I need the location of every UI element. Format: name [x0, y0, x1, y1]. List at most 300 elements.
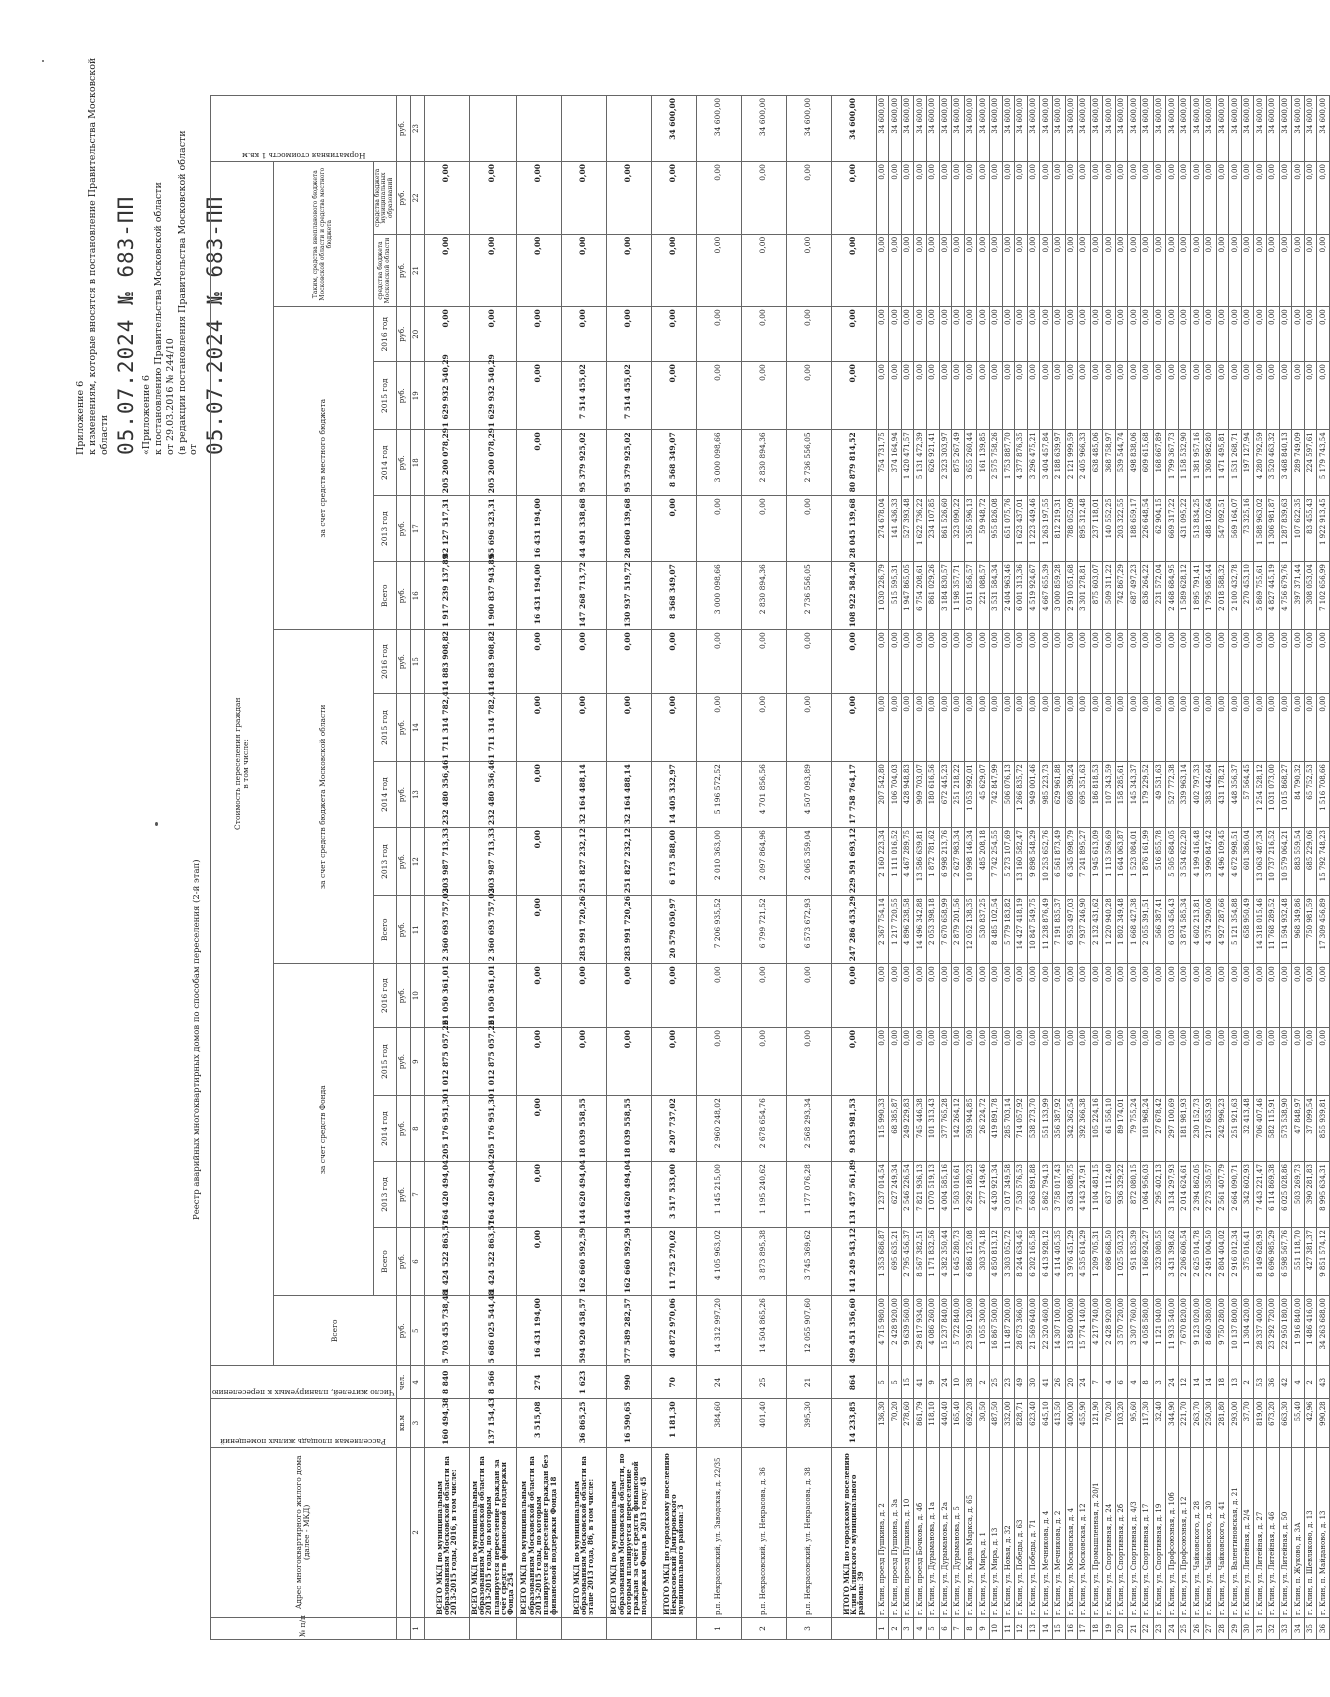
value-cell: 0,00: [1279, 234, 1292, 307]
table-row: [1178, 96, 1191, 1640]
value-cell: 0,00: [1141, 362, 1154, 430]
value-cell: 7: [952, 1618, 965, 1640]
value-cell: 28 337 400,00: [1254, 1296, 1267, 1366]
value-cell: 706 407,46: [1254, 1096, 1267, 1162]
value-cell: 2 404 963,46: [1002, 562, 1015, 630]
value-cell: 8 995 634,31: [1317, 1162, 1330, 1228]
value-cell: 28 673 366,00: [1015, 1296, 1028, 1366]
value-cell: 130 937 519,72: [606, 562, 651, 630]
value-cell: 392 366,38: [1078, 1096, 1091, 1162]
value-cell: 0,00: [1292, 362, 1305, 430]
value-cell: 527 772,38: [1166, 762, 1179, 828]
value-cell: 4 430 921,34: [989, 1162, 1002, 1228]
value-cell: 0,00: [424, 234, 469, 307]
summary-row: [469, 96, 516, 1640]
value-cell: 875 267,49: [952, 430, 965, 496]
value-cell: 142 264,12: [952, 1096, 965, 1162]
cost-group-header: [211, 162, 274, 1366]
value-cell: 985 223,73: [1040, 762, 1053, 828]
table-row: [1317, 96, 1330, 1640]
value-cell: 861 029,26: [926, 562, 939, 630]
value-cell: 224 597,61: [1304, 430, 1317, 496]
value-cell: 0,00: [1078, 964, 1091, 1028]
value-cell: 1 166 924,27: [1141, 1227, 1154, 1295]
value-cell: 24: [939, 1366, 952, 1399]
fund-2016-header: 2016 год: [373, 964, 396, 1028]
address-cell: г. Клин, ул. Карла Маркса, д. 65: [964, 1447, 977, 1617]
value-cell: 1 623: [561, 1366, 606, 1399]
value-cell: 1 589 628,12: [1178, 562, 1191, 630]
scan-speck: [42, 60, 44, 62]
value-cell: 34 600,00: [1128, 96, 1141, 162]
value-cell: 0,00: [939, 162, 952, 235]
value-cell: 37,70: [1241, 1399, 1254, 1447]
value-cell: 1 922 913,45: [1317, 496, 1330, 562]
value-cell: 1 177 076,28: [786, 1162, 831, 1228]
value-cell: 0,00: [1292, 964, 1305, 1028]
value-cell: 1 516 708,66: [1317, 762, 1330, 828]
value-cell: 34 600,00: [989, 96, 1002, 162]
value-cell: 506 076,13: [1002, 762, 1015, 828]
value-cell: 12: [1178, 1366, 1191, 1399]
value-cell: 1 171 832,56: [926, 1227, 939, 1295]
value-cell: 2 055 391,51: [1141, 896, 1154, 964]
value-cell: 27: [1204, 1618, 1217, 1640]
value-cell: 283 991 720,26: [561, 896, 606, 964]
value-cell: 0,00: [516, 234, 561, 307]
value-cell: 2 132 431,62: [1090, 896, 1103, 964]
table-row: [926, 96, 939, 1640]
value-cell: 29 817 934,00: [914, 1296, 927, 1366]
value-cell: 14 427 418,19: [1015, 896, 1028, 964]
value-cell: 539 544,74: [1115, 430, 1128, 496]
value-cell: 8 840: [424, 1366, 469, 1399]
value-cell: 251 827 232,12: [561, 828, 606, 896]
value-cell: 16 431 194,00: [516, 1296, 561, 1366]
table-row: [1052, 96, 1065, 1640]
value-cell: 0,00: [1040, 307, 1053, 362]
value-cell: 6 345 098,79: [1065, 828, 1078, 896]
value-cell: 145 343,37: [1128, 762, 1141, 828]
value-cell: 0,00: [561, 1028, 606, 1096]
value-cell: 0,00: [1279, 307, 1292, 362]
value-cell: 0,00: [1027, 1028, 1040, 1096]
value-cell: 573 538,90: [1279, 1096, 1292, 1162]
value-cell: 59 948,72: [977, 496, 990, 562]
value-cell: 14 883 908,82: [469, 630, 516, 694]
value-cell: 34 600,00: [939, 96, 952, 162]
value-cell: 0,00: [424, 162, 469, 235]
value-cell: 14 504 865,26: [741, 1296, 786, 1366]
value-cell: 45 629,07: [977, 762, 990, 828]
value-cell: 121,90: [1090, 1399, 1103, 1447]
value-cell: 35: [1304, 1618, 1317, 1640]
value-cell: 1 121 040,00: [1153, 1296, 1166, 1366]
value-cell: 0,00: [989, 964, 1002, 1028]
value-cell: 323 080,55: [1153, 1227, 1166, 1295]
value-cell: 34 600,00: [914, 96, 927, 162]
column-number-cell: 3: [410, 1399, 424, 1447]
value-cell: 68 385,87: [889, 1096, 902, 1162]
value-cell: 627 249,34: [889, 1162, 902, 1228]
value-cell: 551 133,99: [1040, 1096, 1053, 1162]
value-cell: 42,96: [1304, 1399, 1317, 1447]
value-cell: 3 990 847,42: [1204, 828, 1217, 896]
value-cell: 8 568 349,07: [651, 562, 696, 630]
value-cell: 0,00: [786, 630, 831, 694]
value-cell: 0,00: [977, 362, 990, 430]
value-cell: 0,00: [1254, 1028, 1267, 1096]
value-cell: 0,00: [1317, 307, 1330, 362]
column-number-cell: 6: [410, 1227, 424, 1295]
value-cell: 34 600,00: [926, 96, 939, 162]
value-cell: 0,00: [1178, 694, 1191, 762]
value-cell: 0,00: [1128, 162, 1141, 235]
value-cell: 0,00: [516, 694, 561, 762]
table-row: [977, 96, 990, 1640]
col-norm-header: [211, 96, 397, 162]
value-cell: 5 869 755,61: [1254, 562, 1267, 630]
value-cell: 0,00: [1191, 1028, 1204, 1096]
value-cell: 0,00: [1178, 1028, 1191, 1096]
value-cell: 47 848,97: [1292, 1096, 1305, 1162]
value-cell: 14 318 015,46: [1254, 896, 1267, 964]
address-cell: г. Клин, ул. Спортивная, д. 4/3: [1128, 1447, 1141, 1617]
value-cell: 251 921,63: [1229, 1096, 1242, 1162]
value-cell: 0,00: [1078, 694, 1091, 762]
value-cell: 1 306 981,87: [1267, 496, 1280, 562]
value-cell: 4 004 585,16: [939, 1162, 952, 1228]
value-cell: 0,00: [516, 1162, 561, 1228]
value-cell: 34 600,00: [1178, 96, 1191, 162]
value-cell: 695 635,21: [889, 1227, 902, 1295]
value-cell: 4 827 445,19: [1267, 562, 1280, 630]
value-cell: 5 722 840,00: [952, 1296, 965, 1366]
value-cell: 6 598 567,76: [1279, 1227, 1292, 1295]
value-cell: 15: [901, 1366, 914, 1399]
value-cell: 303 987 713,33: [424, 828, 469, 896]
value-cell: 788 052,09: [1065, 496, 1078, 562]
value-cell: 295 402,13: [1153, 1162, 1166, 1228]
value-cell: 289 749,09: [1292, 430, 1305, 496]
value-cell: 3 184 830,57: [939, 562, 952, 630]
value-cell: 0,00: [964, 307, 977, 362]
region-2015-header: 2015 год: [373, 694, 396, 762]
column-number-cell: 19: [410, 362, 424, 430]
value-cell: 0,00: [1015, 630, 1028, 694]
value-cell: 7 191 835,37: [1052, 896, 1065, 964]
value-cell: 16 590,65: [606, 1399, 651, 1447]
value-cell: 3 745 369,62: [786, 1227, 831, 1295]
value-cell: 0,00: [989, 630, 1002, 694]
value-cell: 49: [1015, 1366, 1028, 1399]
register-body: [424, 96, 1329, 1640]
col-norm-label: Нормативная стоимость 1 кв.м: [241, 151, 365, 161]
unit-cell: руб.: [396, 430, 410, 496]
value-cell: 230 152,73: [1191, 1096, 1204, 1162]
value-cell: 2 394 862,05: [1191, 1162, 1204, 1228]
value-cell: 0,00: [1229, 1028, 1242, 1096]
value-cell: 34 600,00: [1304, 96, 1317, 162]
value-cell: 34 600,00: [876, 96, 889, 162]
incl-label: в том числе:: [241, 739, 250, 789]
value-cell: 0,00: [1027, 694, 1040, 762]
value-cell: 0,00: [831, 362, 876, 430]
value-cell: 65 696 323,31: [469, 496, 516, 562]
value-cell: 0,00: [1317, 964, 1330, 1028]
value-cell: 147 268 713,72: [561, 562, 606, 630]
value-cell: 0,00: [1216, 964, 1229, 1028]
value-cell: 43: [1317, 1366, 1330, 1399]
value-cell: 4: [914, 1618, 927, 1640]
value-cell: 0,00: [1090, 307, 1103, 362]
value-cell: 0,00: [1279, 630, 1292, 694]
value-cell: 34 600,00: [1052, 96, 1065, 162]
value-cell: 2 546 226,54: [901, 1162, 914, 1228]
unit-cell: руб.: [396, 762, 410, 828]
value-cell: 428 948,83: [901, 762, 914, 828]
value-cell: 0,00: [1103, 964, 1116, 1028]
value-cell: 0,00: [1317, 694, 1330, 762]
value-cell: 0,00: [1204, 234, 1217, 307]
value-cell: 232 480 356,46: [424, 762, 469, 828]
appendix-line: от: [188, 444, 200, 455]
address-cell: г. Клин, ул. Спортивная, д. 17: [1141, 1447, 1154, 1617]
value-cell: 951 835,39: [1128, 1227, 1141, 1295]
value-cell: 3: [786, 1618, 831, 1640]
table-row: [741, 96, 786, 1640]
value-cell: 1 015 868,27: [1279, 762, 1292, 828]
value-cell: 812 219,31: [1052, 496, 1065, 562]
value-cell: 0,00: [831, 234, 876, 307]
table-row: [1292, 96, 1305, 1640]
value-cell: 6 573 672,93: [786, 896, 831, 964]
value-cell: 855 939,81: [1317, 1096, 1330, 1162]
value-cell: 0,00: [1103, 1028, 1116, 1096]
value-cell: 10 998 146,34: [964, 828, 977, 896]
value-cell: 49 531,63: [1153, 762, 1166, 828]
value-cell: 538 273,70: [1027, 1096, 1040, 1162]
value-cell: 36: [1267, 1366, 1280, 1399]
value-cell: 0,00: [1279, 362, 1292, 430]
value-cell: 0,00: [1178, 630, 1191, 694]
value-cell: 3 534 622,20: [1178, 828, 1191, 896]
value-cell: 242 996,23: [1216, 1096, 1229, 1162]
address-cell: г. Клин, ул. Победы, д. 63: [1015, 1447, 1028, 1617]
value-cell: 397 371,44: [1292, 562, 1305, 630]
value-cell: 247 286 453,29: [831, 896, 876, 964]
value-cell: 0,00: [939, 694, 952, 762]
value-cell: 205 176 951,30: [469, 1096, 516, 1162]
value-cell: 0,00: [696, 630, 741, 694]
value-cell: 623,40: [1027, 1399, 1040, 1447]
value-cell: 2 428 920,00: [889, 1296, 902, 1366]
value-cell: 27 678,42: [1153, 1096, 1166, 1162]
value-cell: 0,00: [989, 1028, 1002, 1096]
value-cell: 0,00: [1241, 234, 1254, 307]
value-cell: 431 178,21: [1216, 762, 1229, 828]
value-cell: 0,00: [1002, 234, 1015, 307]
value-cell: 0,00: [786, 234, 831, 307]
value-cell: 0,00: [1115, 1028, 1128, 1096]
address-cell: р.п. Некрасовский, ул. Заводская, д. 22/35: [696, 1447, 741, 1617]
column-number-cell: 22: [410, 162, 424, 235]
value-cell: 1 420 471,57: [901, 430, 914, 496]
value-cell: 7 821 936,13: [914, 1162, 927, 1228]
value-cell: 55,40: [1292, 1399, 1305, 1447]
value-cell: 251 827 232,12: [606, 828, 651, 896]
value-cell: 8 244 634,45: [1015, 1227, 1028, 1295]
value-cell: 140 552,25: [1103, 496, 1116, 562]
value-cell: 5 862 794,13: [1040, 1162, 1053, 1228]
value-cell: 31: [1254, 1618, 1267, 1640]
value-cell: 1 381 957,16: [1191, 430, 1204, 496]
value-cell: 0,00: [1191, 630, 1204, 694]
value-cell: 0,00: [1304, 694, 1317, 762]
value-cell: 0,00: [926, 630, 939, 694]
value-cell: 427 381,37: [1304, 1227, 1317, 1295]
column-number-cell: 12: [410, 828, 424, 896]
col-area-label: Расселяемая площадь жилых помещений: [220, 1436, 387, 1446]
value-cell: 0,00: [1166, 307, 1179, 362]
value-cell: 303 374,18: [977, 1227, 990, 1295]
value-cell: 0,00: [876, 964, 889, 1028]
value-cell: 1 237 014,54: [876, 1162, 889, 1228]
value-cell: 0,00: [1052, 362, 1065, 430]
value-cell: 14 233,85: [831, 1399, 876, 1447]
value-cell: 513 834,25: [1191, 496, 1204, 562]
value-cell: 0,00: [1128, 234, 1141, 307]
value-cell: 16 867 500,00: [989, 1296, 1002, 1366]
unit-cell: руб.: [396, 162, 410, 235]
value-cell: 118,10: [926, 1399, 939, 1447]
value-cell: 1 900 837 943,89: [469, 562, 516, 630]
value-cell: 226 648,54: [1141, 496, 1154, 562]
value-cell: 0,00: [989, 362, 1002, 430]
address-cell: г. Клин, ул. Литейная, д. 46: [1267, 1447, 1280, 1617]
value-cell: 3 307 760,00: [1128, 1296, 1141, 1366]
value-cell: 1 113 596,69: [1103, 828, 1116, 896]
value-cell: 0,00: [1153, 307, 1166, 362]
unit-cell: руб.: [396, 694, 410, 762]
value-cell: 274 678,04: [876, 496, 889, 562]
value-cell: 0,00: [989, 234, 1002, 307]
value-cell: 34 600,00: [1254, 96, 1267, 162]
value-cell: 0,00: [914, 1028, 927, 1096]
value-cell: 34 600,00: [1090, 96, 1103, 162]
value-cell: 2 830 894,36: [741, 430, 786, 496]
fund-2013-header: 2013 год: [373, 1162, 396, 1228]
value-cell: 515 595,31: [889, 562, 902, 630]
value-cell: 4 105 963,02: [696, 1227, 741, 1295]
value-cell: 0,00: [1317, 162, 1330, 235]
value-cell: [469, 1618, 516, 1640]
value-cell: 645,10: [1040, 1399, 1053, 1447]
value-cell: 864: [831, 1366, 876, 1399]
value-cell: 8 149 628,93: [1254, 1227, 1267, 1295]
address-cell: г. Клин, проезд Пушкина, д. 2: [876, 1447, 889, 1617]
value-cell: 1 356 596,13: [964, 496, 977, 562]
value-cell: 8 485 102,54: [989, 896, 1002, 964]
value-cell: 0,00: [889, 630, 902, 694]
value-cell: 1 030 226,79: [876, 562, 889, 630]
value-cell: 1 025 503,23: [1115, 1227, 1128, 1295]
unit-cell: руб.: [396, 1296, 410, 1366]
value-cell: 594 920 458,57: [561, 1296, 606, 1366]
value-cell: 2 097 864,96: [741, 828, 786, 896]
value-cell: 36 865,25: [561, 1399, 606, 1447]
value-cell: 1 917 239 137,89: [424, 562, 469, 630]
value-cell: 0,00: [786, 162, 831, 235]
extra-mun-header: средства бюджета муниципальных образований: [373, 162, 396, 235]
value-cell: 2 053 398,18: [926, 896, 939, 964]
value-cell: 34 600,00: [1241, 96, 1254, 162]
value-cell: 3 655 260,44: [964, 430, 977, 496]
value-cell: 7 514 455,02: [561, 362, 606, 430]
value-cell: 3 303 052,72: [1002, 1227, 1015, 1295]
value-cell: 1 306 982,80: [1204, 430, 1217, 496]
value-cell: 3 873 895,38: [741, 1227, 786, 1295]
value-cell: 0,00: [1153, 694, 1166, 762]
value-cell: 281,80: [1216, 1399, 1229, 1447]
value-cell: 0,00: [952, 307, 965, 362]
value-cell: 582 115,91: [1267, 1096, 1280, 1162]
address-cell: г. Клин, ул. Новая, д. 32: [1002, 1447, 1015, 1617]
value-cell: 0,00: [1002, 1028, 1015, 1096]
value-cell: 0,00: [696, 307, 741, 362]
value-cell: 9 851 574,12: [1317, 1227, 1330, 1295]
value-cell: 0,00: [696, 964, 741, 1028]
value-cell: 0,00: [1317, 630, 1330, 694]
address-cell: г. Клин, ул. Спортивная, д. 19: [1153, 1447, 1166, 1617]
fund-2015-header: 2015 год: [373, 1028, 396, 1096]
address-cell: ВСЕГО МКД по муниципальным образованиям Московской области на 2013-2015 годы, 2016, в том числе:: [424, 1447, 469, 1617]
value-cell: 160 494,38: [424, 1399, 469, 1447]
value-cell: 651 075,76: [1002, 496, 1015, 562]
value-cell: 0,00: [786, 964, 831, 1028]
value-cell: 297 100,69: [1166, 1096, 1179, 1162]
value-cell: 431 095,22: [1178, 496, 1191, 562]
fund-group-header: за счет средств Фонда: [274, 964, 374, 1296]
value-cell: 861,79: [914, 1399, 927, 1447]
value-cell: 0,00: [1229, 234, 1242, 307]
value-cell: 4 496 109,45: [1216, 828, 1229, 896]
value-cell: 18 039 558,55: [606, 1096, 651, 1162]
table-row: [939, 96, 952, 1640]
value-cell: 20 579 050,97: [651, 896, 696, 964]
value-cell: 1 111 016,52: [889, 828, 902, 896]
appendix-line: к изменениям, которые вносятся в постановление Правительства Московской: [86, 57, 98, 455]
value-cell: 14 496 342,88: [914, 896, 927, 964]
value-cell: 609 615,68: [1141, 430, 1154, 496]
value-cell: 34 600,00: [1279, 96, 1292, 162]
value-cell: 274: [516, 1366, 561, 1399]
value-cell: 0,00: [1166, 1028, 1179, 1096]
value-cell: 0,00: [952, 630, 965, 694]
value-cell: [424, 96, 469, 162]
column-number-cell: 2: [410, 1447, 424, 1617]
value-cell: 0,00: [1015, 964, 1028, 1028]
value-cell: 1 916 840,00: [1292, 1296, 1305, 1366]
value-cell: 164 420 494,04: [469, 1162, 516, 1228]
value-cell: 909 703,07: [914, 762, 927, 828]
value-cell: 2 065 359,04: [786, 828, 831, 896]
local-2016-header: 2016 год: [373, 307, 396, 362]
value-cell: 0,00: [1204, 694, 1217, 762]
column-number-cell: 17: [410, 496, 424, 562]
value-cell: 0,00: [516, 964, 561, 1028]
value-cell: 105 224,16: [1090, 1096, 1103, 1162]
